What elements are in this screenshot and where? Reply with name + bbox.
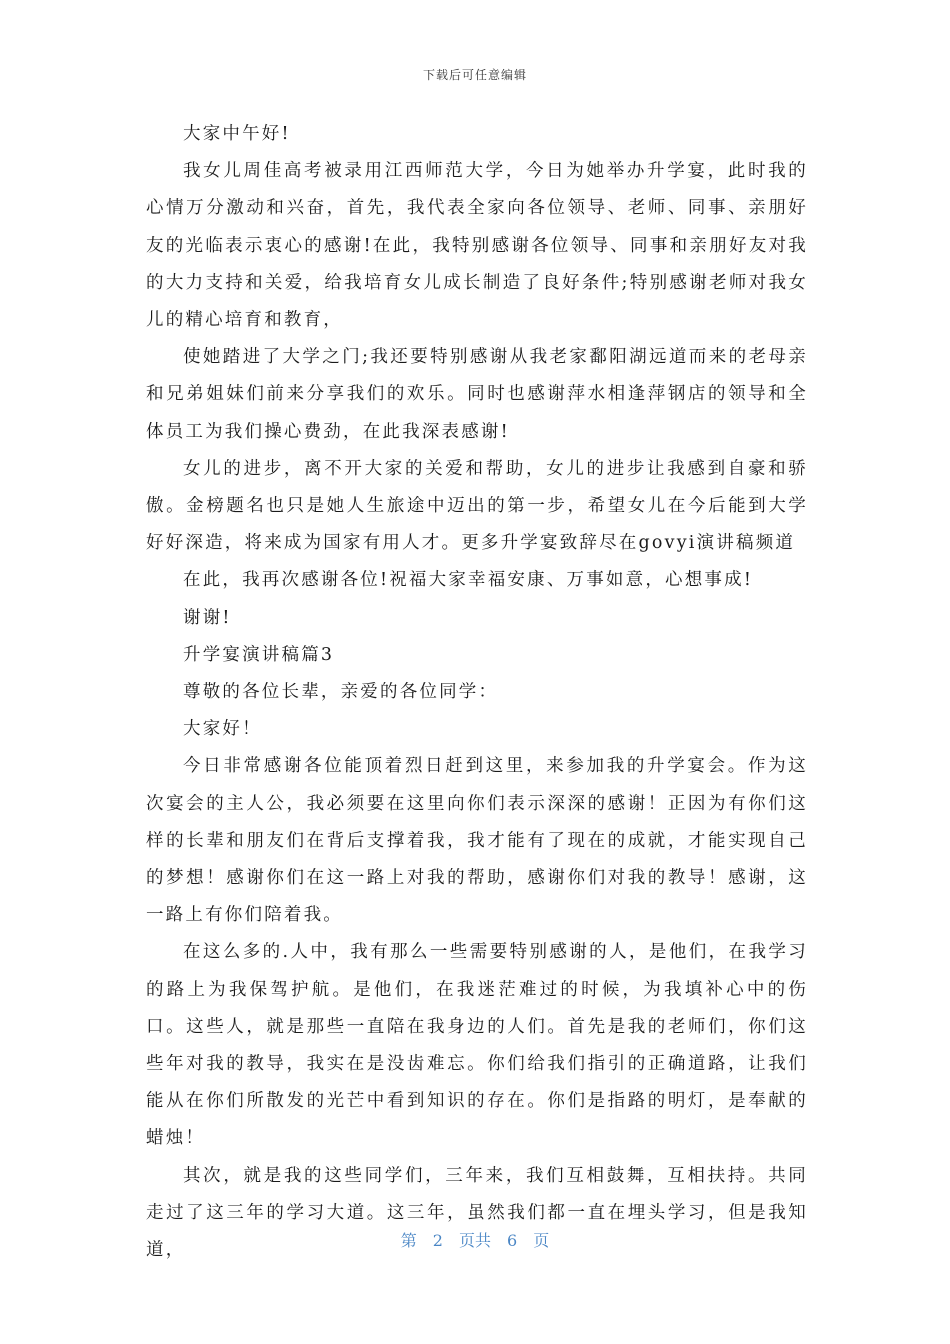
paragraph-closing: 谢谢! bbox=[183, 607, 232, 628]
paragraph-greeting: 大家中午好! bbox=[183, 124, 291, 144]
section-title: 升学宴演讲稿篇3 bbox=[183, 644, 335, 665]
paragraph-salutation: 尊敬的各位长辈，亲爱的各位同学： bbox=[183, 682, 499, 703]
footer-current-page: 2 bbox=[432, 1231, 443, 1250]
paragraph-classmates: 其次，就是我的这些同学们，三年来，我们互相鼓舞，互相扶持。共同走过了这三年的学习大道。这三年，虽然我们都一直在埋头学习，但是我知道， bbox=[146, 1165, 808, 1261]
page-footer bbox=[0, 1228, 950, 1251]
footer-middle: 页共 bbox=[458, 1231, 491, 1250]
paragraph-progress: 女儿的进步，离不开大家的关爱和帮助，女儿的进步让我感到自豪和骄傲。金榜题名也只是她人生旅途中迈出的第一步，希望女儿在今后能到大学好好深造，将来成为国家有用人才。更多升学宴致辞尽在govyi演讲稿频道 bbox=[146, 458, 808, 554]
paragraph-hello: 大家好！ bbox=[183, 719, 262, 740]
document-body bbox=[146, 116, 808, 1269]
paragraph-blessing: 在此，我再次感谢各位!祝福大家幸福安康、万事如意，心想事成! bbox=[183, 570, 754, 591]
footer-suffix: 页 bbox=[533, 1231, 550, 1250]
footer-prefix: 第 bbox=[400, 1231, 417, 1250]
paragraph-teachers: 在这么多的.人中，我有那么一些需要特别感谢的人，是他们，在我学习的路上为我保驾护航。是他们，在我迷茫难过的时候，为我填补心中的伤口。这些人，就是那些一直陪在我身边的人们。首先是我的老师们，你们这些年对我的教导，我实在是没齿难忘。你们给我们指引的正确道路，让我们能从在你们所散发的光芒中看到知识的存在。你们是指路的明灯，是奉献的蜡烛！ bbox=[146, 942, 808, 1149]
page-header-note: 下载后可任意编辑 bbox=[422, 68, 527, 82]
paragraph-gratitude: 今日非常感谢各位能顶着烈日赶到这里，来参加我的升学宴会。作为这次宴会的主人公，我必须要在这里向你们表示深深的感谢！正因为有你们这样的长辈和朋友们在背后支撑着我，我才能有了现在的成就，才能实现自己的梦想！感谢你们在这一路上对我的帮助，感谢你们对我的教导！感谢，这一路上有你们陪着我。 bbox=[146, 756, 808, 926]
paragraph-family: 使她踏进了大学之门;我还要特别感谢从我老家鄱阳湖远道而来的老母亲和兄弟姐妹们前来分享我们的欢乐。同时也感谢萍水相逢萍钢店的领导和全体员工为我们操心费劲，在此我深表感谢! bbox=[146, 347, 808, 442]
footer-total-pages: 6 bbox=[507, 1231, 518, 1250]
paragraph-thanks: 我女儿周佳高考被录用江西师范大学，今日为她举办升学宴，此时我的心情万分激动和兴奋，首先，我代表全家向各位领导、老师、同事、亲朋好友的光临表示衷心的感谢!在此，我特别感谢各位领导、同事和亲朋好友对我的大力支持和关爱，给我培育女儿成长制造了良好条件;特别感谢老师对我女儿的精心培育和教育， bbox=[146, 161, 808, 331]
